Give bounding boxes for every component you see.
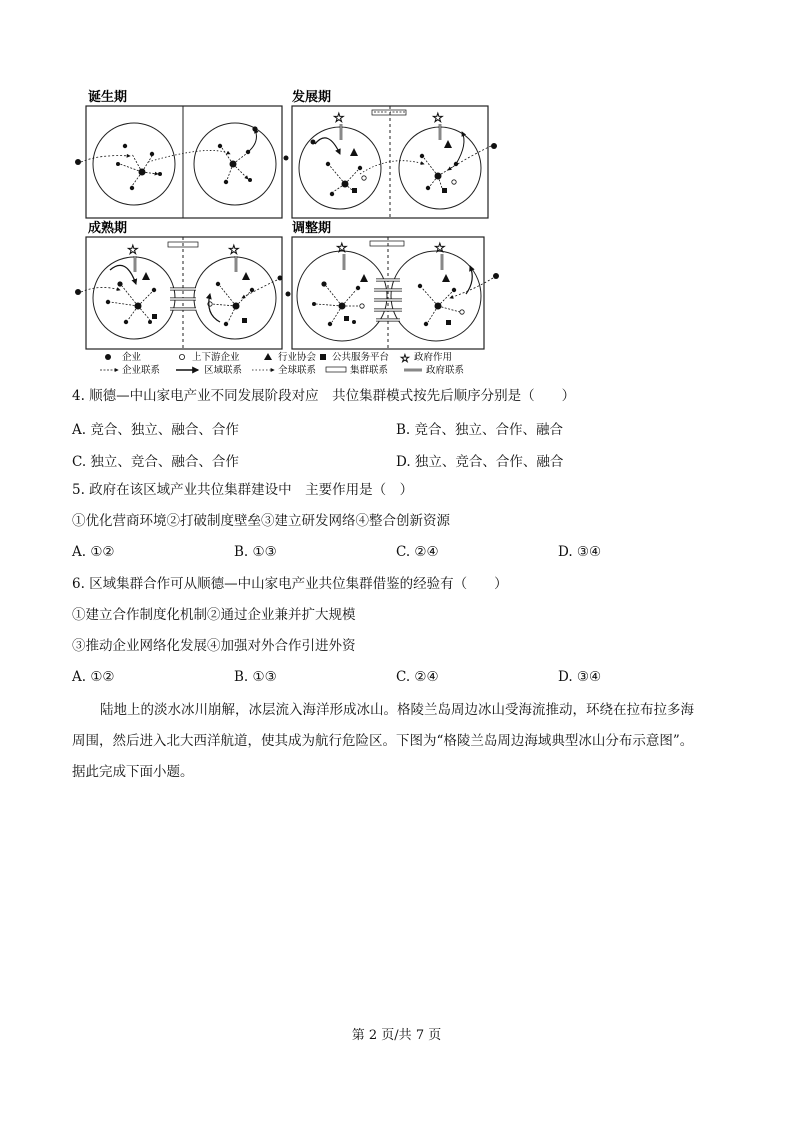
q4-option-b[interactable]: B. 竞合、独立、合作、融合 [396, 422, 564, 438]
panel-label-birth: 诞生期 [88, 90, 128, 105]
panel-adjust [286, 237, 500, 349]
q6-items-line2: ③推动企业网络化发展④加强对外合作引进外资 [72, 638, 356, 654]
passage-line-1: 陆地上的淡水冰川崩解，冰层流入海洋形成冰山。格陵兰岛周边冰山受海流推动，环绕在拉布拉多海 [100, 702, 694, 718]
q4-option-a[interactable]: A. 竞合、独立、融合、合作 [72, 422, 239, 438]
legend-government: 政府作用 [414, 352, 453, 363]
page-number: 第 2 页/共 7 页 [351, 1028, 442, 1043]
panel-growth [284, 106, 498, 218]
panel-mature [75, 237, 283, 349]
passage-line-3: 据此完成下面小题。 [72, 764, 194, 780]
svg-text:☆: ☆ [127, 243, 139, 258]
legend-cluster-link: 集群联系 [350, 365, 389, 376]
q5-option-c[interactable]: C. ②④ [396, 544, 439, 560]
q6-option-b[interactable]: B. ①③ [234, 669, 277, 685]
q4-option-c[interactable]: C. 独立、竞合、融合、合作 [72, 454, 239, 470]
panel-birth [75, 106, 282, 218]
q5-option-a[interactable]: A. ①② [72, 544, 115, 560]
panel-label-adjust: 调整期 [292, 221, 332, 236]
legend-association: 行业协会 [278, 352, 317, 363]
q4-option-d[interactable]: D. 独立、竞合、合作、融合 [396, 454, 564, 470]
q6-option-c[interactable]: C. ②④ [396, 669, 439, 685]
q6-items-line1: ①建立合作制度化机制②通过企业兼并扩大规模 [72, 607, 356, 623]
question-6-stem: 6. 区域集群合作可从顺德—中山家电产业共位集群借鉴的经验有（ ） [72, 576, 508, 592]
panel-label-mature: 成熟期 [88, 221, 128, 236]
legend-platform: 公共服务平台 [332, 352, 390, 363]
legend-government-link: 政府联系 [426, 365, 465, 376]
q5-option-d[interactable]: D. ③④ [558, 544, 602, 560]
q6-option-d[interactable]: D. ③④ [558, 669, 602, 685]
legend-global-link: 全球联系 [278, 365, 317, 376]
figure-legend [100, 351, 465, 376]
legend-regional-link: 区域联系 [204, 365, 243, 376]
svg-text:☆: ☆ [333, 111, 345, 126]
svg-text:☆: ☆ [400, 352, 410, 365]
q5-items: ①优化营商环境②打破制度壁垒③建立研发网络④整合创新资源 [72, 513, 450, 529]
svg-text:☆: ☆ [434, 241, 446, 256]
legend-enterprise-link: 企业联系 [122, 365, 161, 376]
svg-text:☆: ☆ [228, 243, 240, 258]
question-5-stem: 5. 政府在该区域产业共位集群建设中 主要作用是（ ） [72, 482, 414, 498]
svg-text:☆: ☆ [432, 111, 444, 126]
q6-option-a[interactable]: A. ①② [72, 669, 115, 685]
q5-option-b[interactable]: B. ①③ [234, 544, 277, 560]
question-4-stem: 4. 顺德—中山家电产业不同发展阶段对应 共位集群模式按先后顺序分别是（ ） [72, 388, 576, 404]
legend-enterprise: 企业 [122, 352, 142, 363]
svg-text:☆: ☆ [336, 241, 348, 256]
panel-label-growth: 发展期 [292, 90, 332, 105]
passage-line-2: 周围，然后进入北大西洋航道，使其成为航行危险区。下图为“格陵兰岛周边海域典型冰山分布示意图”。 [72, 733, 694, 749]
legend-supply-chain: 上下游企业 [192, 352, 240, 363]
cluster-stage-diagram [70, 84, 510, 376]
